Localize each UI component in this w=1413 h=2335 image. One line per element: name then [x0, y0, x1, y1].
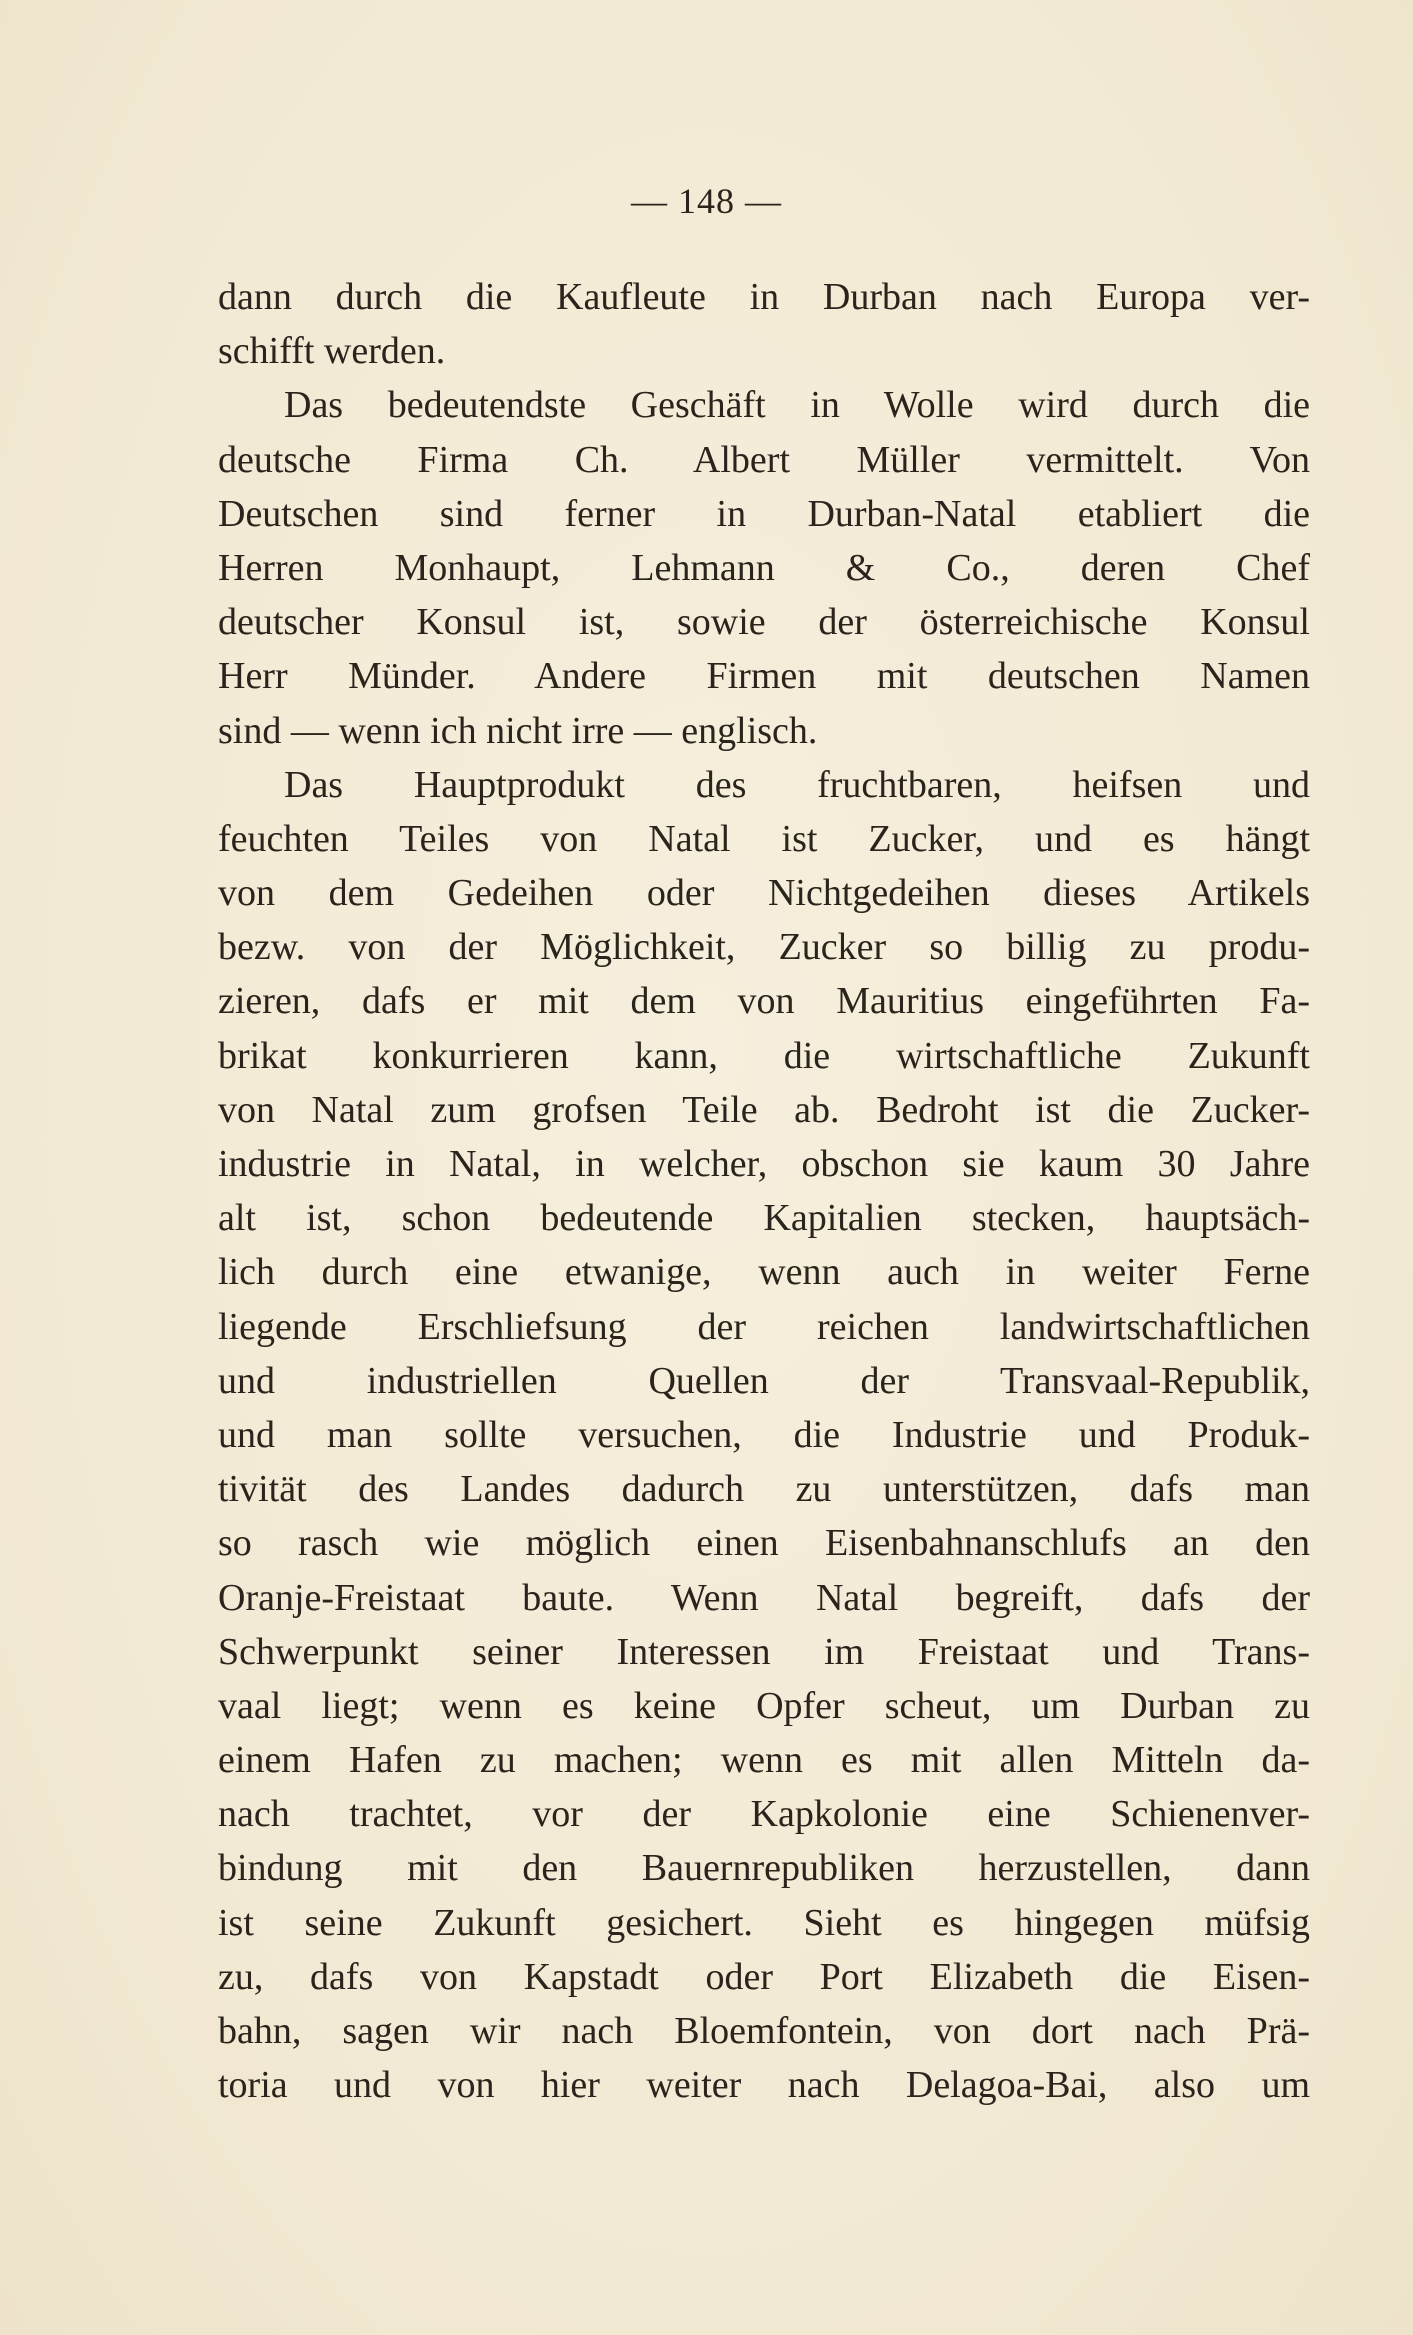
text-line: so rasch wie möglich einen Eisenbahnanschlufs an den — [218, 1522, 1310, 1565]
text-line: feuchten Teiles von Natal ist Zucker, und es hängt — [218, 817, 1310, 860]
text-line: deutscher Konsul ist, sowie der österreichische Konsul — [218, 601, 1310, 644]
text-line: Das bedeutendste Geschäft in Wolle wird durch die — [284, 384, 1310, 427]
text-line: liegende Erschliefsung der reichen landwirtschaftlichen — [218, 1305, 1310, 1348]
text-line: Schwerpunkt seiner Interessen im Freistaat und Trans- — [218, 1630, 1310, 1673]
text-line: bezw. von der Möglichkeit, Zucker so billig zu produ- — [218, 926, 1310, 969]
text-line: vaal liegt; wenn es keine Opfer scheut, um Durban zu — [218, 1684, 1310, 1727]
text-line: Herr Münder. Andere Firmen mit deutschen Namen — [218, 655, 1310, 698]
text-line: brikat konkurrieren kann, die wirtschaftliche Zukunft — [218, 1034, 1310, 1077]
body-text — [218, 270, 1310, 2112]
text-line: und man sollte versuchen, die Industrie und Produk- — [218, 1413, 1310, 1456]
text-line: nach trachtet, vor der Kapkolonie eine Schienenver- — [218, 1793, 1310, 1836]
text-line: tivität des Landes dadurch zu unterstützen, dafs man — [218, 1468, 1310, 1511]
text-line: Deutschen sind ferner in Durban-Natal etabliert die — [218, 492, 1310, 535]
text-line: deutsche Firma Ch. Albert Müller vermittelt. Von — [218, 438, 1310, 481]
text-line: lich durch eine etwanige, wenn auch in weiter Ferne — [218, 1251, 1310, 1294]
text-line: sind — wenn ich nicht irre — englisch. — [218, 709, 818, 752]
text-line: Oranje-Freistaat baute. Wenn Natal begreift, dafs der — [218, 1576, 1310, 1619]
text-line: industrie in Natal, in welcher, obschon sie kaum 30 Jahre — [218, 1143, 1310, 1185]
text-line: alt ist, schon bedeutende Kapitalien stecken, hauptsäch- — [218, 1197, 1310, 1240]
text-line: schifft werden. — [218, 330, 446, 373]
text-line: zieren, dafs er mit dem von Mauritius eingeführten Fa- — [218, 980, 1310, 1023]
text-line: Herren Monhaupt, Lehmann & Co., deren Chef — [218, 546, 1310, 589]
text-line: und industriellen Quellen der Transvaal-Republik, — [218, 1359, 1310, 1402]
text-line: von dem Gedeihen oder Nichtgedeihen dieses Artikels — [218, 872, 1310, 915]
text-line: bindung mit den Bauernrepubliken herzustellen, dann — [218, 1847, 1310, 1890]
text-line: bahn, sagen wir nach Bloemfontein, von dort nach Prä- — [218, 2010, 1310, 2052]
text-line: toria und von hier weiter nach Delagoa-Bai, also um — [218, 2064, 1310, 2107]
text-line: ist seine Zukunft gesichert. Sieht es hingegen müfsig — [218, 1901, 1310, 1944]
text-line: dann durch die Kaufleute in Durban nach Europa ver- — [218, 276, 1310, 318]
text-line: zu, dafs von Kapstadt oder Port Elizabeth die Eisen- — [218, 1955, 1310, 1998]
page-number: — 148 — — [631, 181, 782, 221]
text-line: von Natal zum grofsen Teile ab. Bedroht ist die Zucker- — [218, 1088, 1310, 1131]
text-line: Das Hauptprodukt des fruchtbaren, heifsen und — [284, 763, 1310, 806]
text-line: einem Hafen zu machen; wenn es mit allen Mitteln da- — [218, 1739, 1310, 1782]
